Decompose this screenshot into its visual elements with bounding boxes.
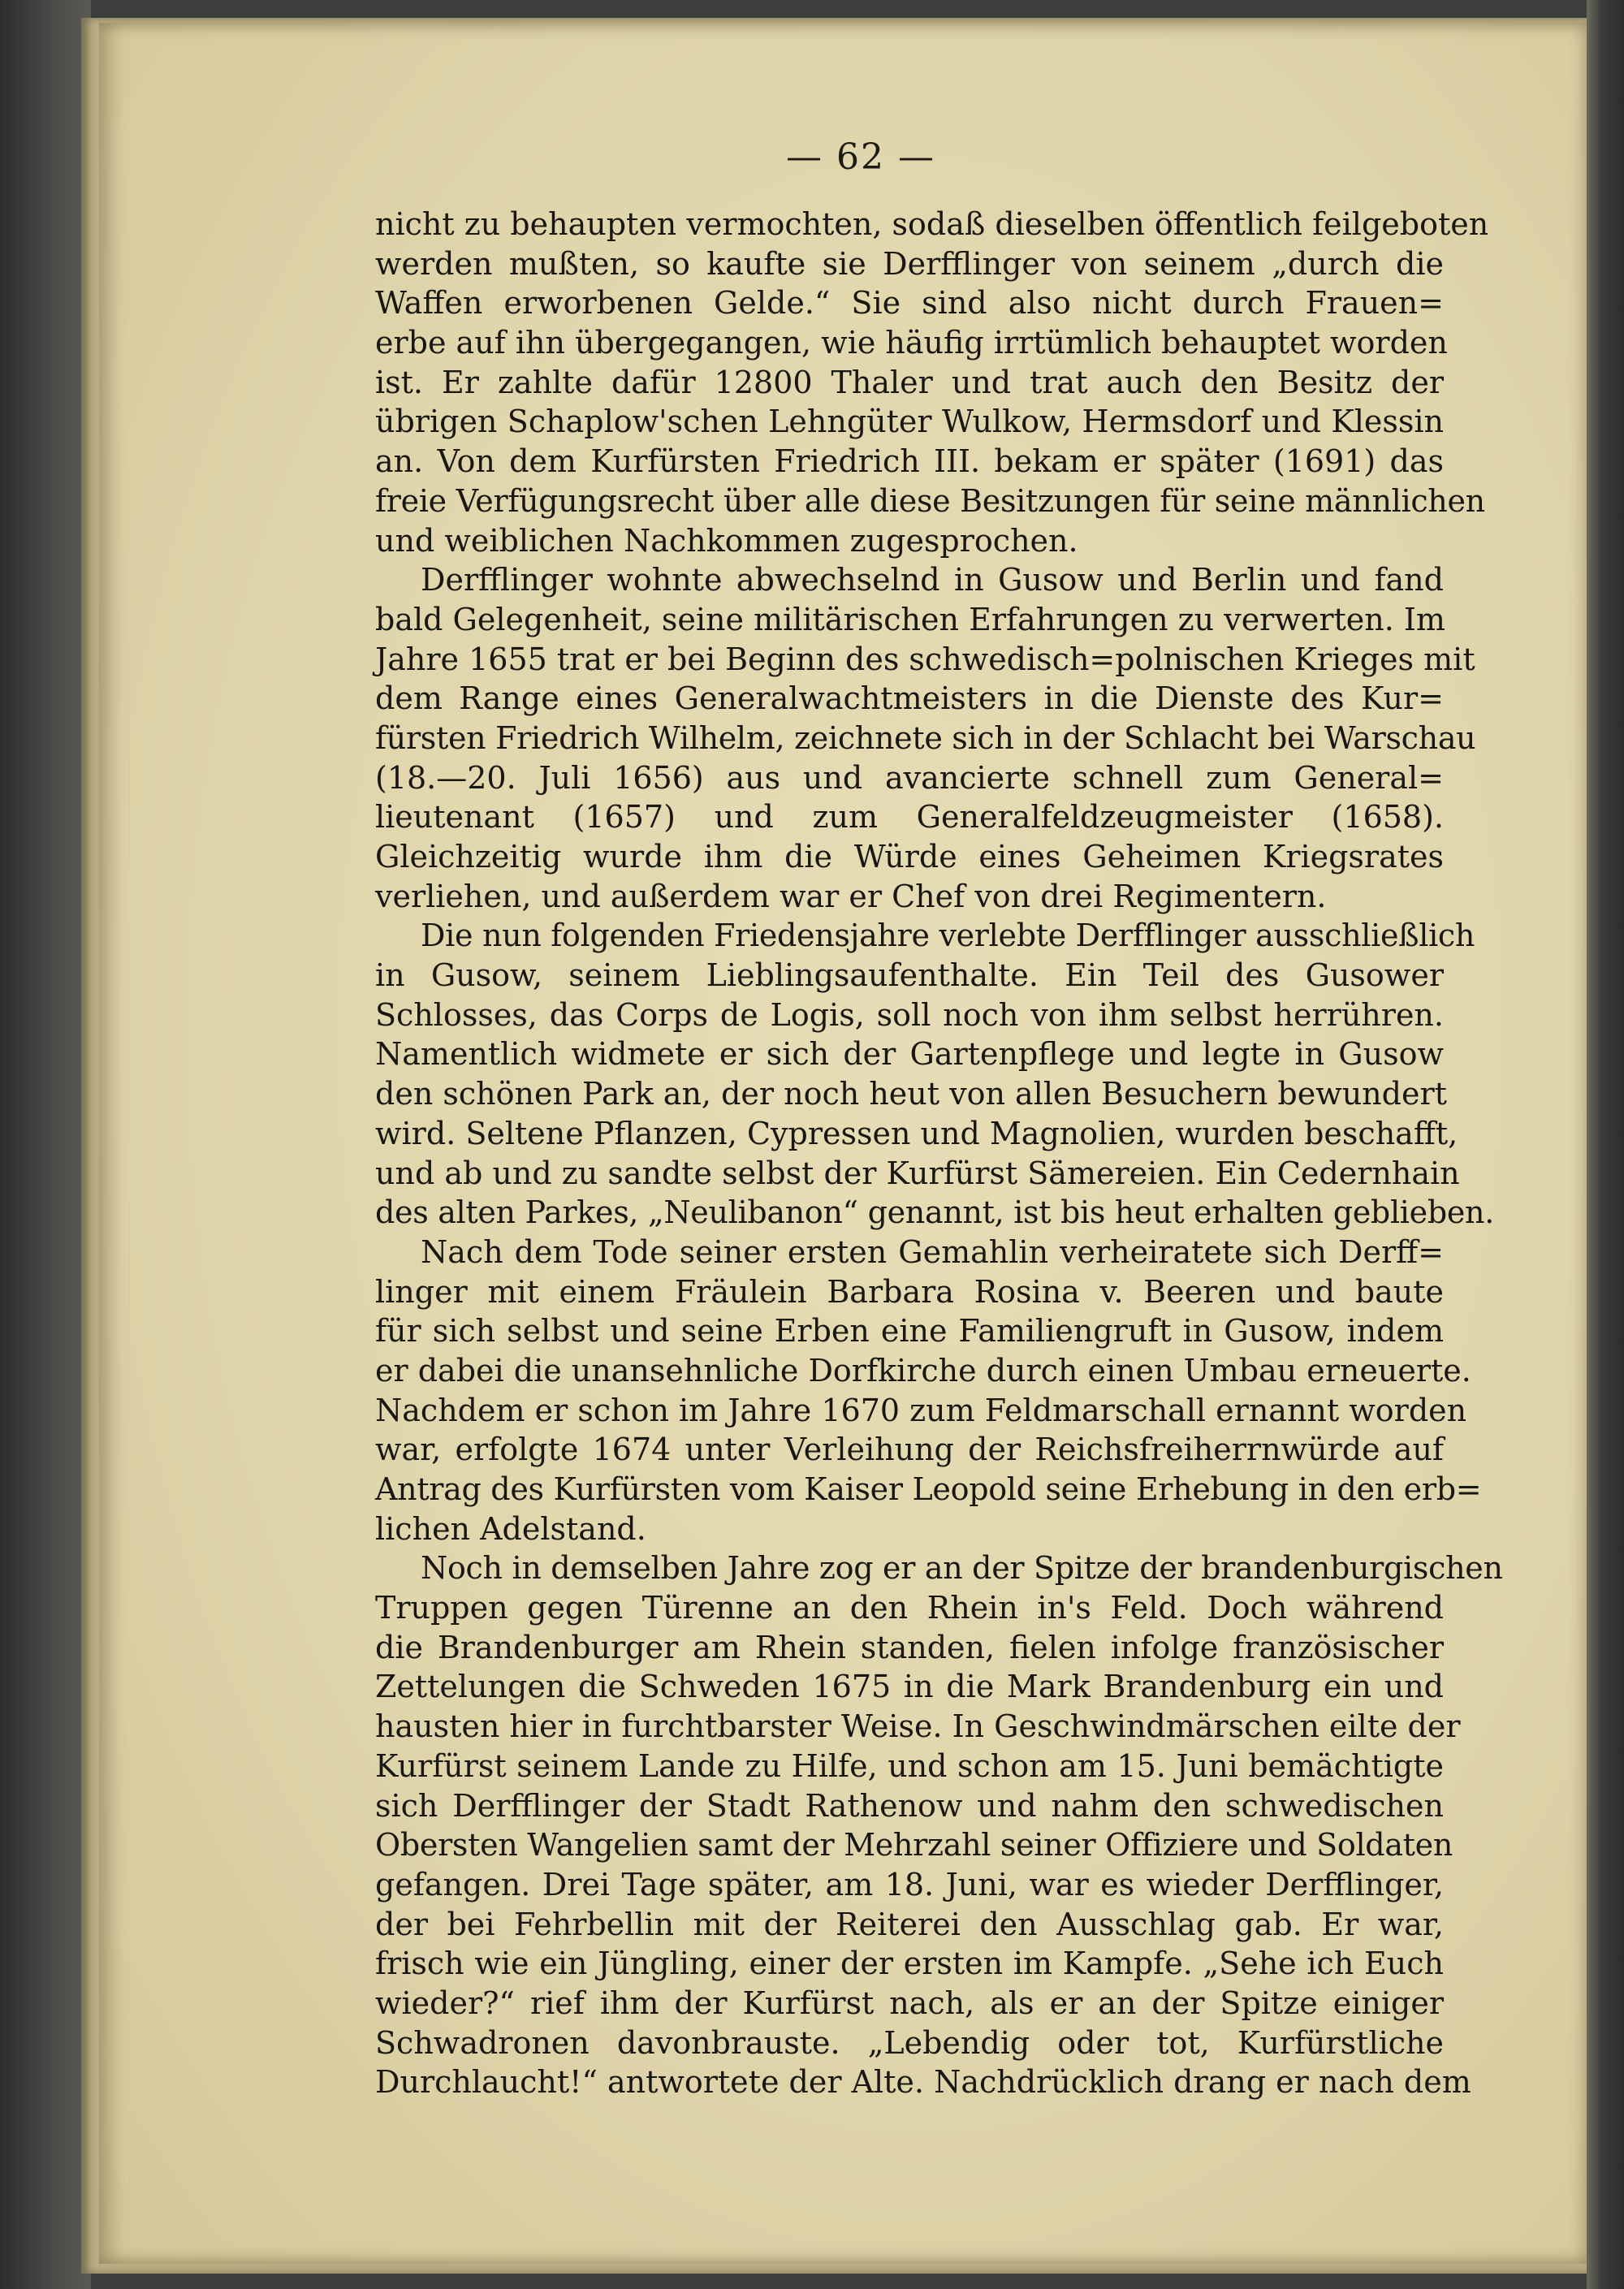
- text-line: und weiblichen Nachkommen zugesprochen.: [375, 522, 1078, 559]
- paragraph-start: Die nun folgenden Friedensjahre verlebte Derfflinger ausschließlich: [421, 918, 1475, 954]
- text-line: freie Verfügungsrecht über alle diese Besitzungen für seine männlichen: [375, 482, 1485, 519]
- paragraph-start: Derfflinger wohnte abwechselnd in Gusow und Berlin und fand: [421, 562, 1444, 598]
- text-line: lieutenant (1657) und zum Generalfeldzeugmeister (1658).: [375, 799, 1444, 836]
- text-line: dem Range eines Generalwachtmeisters in die Dienste des Kur=: [375, 680, 1444, 717]
- text-line: Truppen gegen Türenne an den Rhein in's Feld. Doch während: [375, 1590, 1444, 1626]
- text-line: und ab und zu sandte selbst der Kurfürst Sämereien. Ein Cedernhain: [375, 1155, 1460, 1191]
- text-line: (18.—20. Juli 1656) aus und avancierte schnell zum General=: [375, 759, 1444, 796]
- text-line: Durchlaucht!“ antwortete der Alte. Nachdrücklich drang er nach dem: [375, 2064, 1471, 2101]
- book-spine-edge: [1587, 0, 1624, 2289]
- text-line: werden mußten, so kaufte sie Derfflinger von seinem „durch die: [375, 245, 1444, 282]
- text-line: Schlosses, das Corps de Logis, soll noch von ihm selbst herrühren.: [375, 996, 1444, 1033]
- text-line: Obersten Wangelien samt der Mehrzahl seiner Offiziere und Soldaten: [375, 1827, 1453, 1864]
- text-line: der bei Fehrbellin mit der Reiterei den Ausschlag gab. Er war,: [375, 1906, 1444, 1942]
- text-line: Gleichzeitig wurde ihm die Würde eines Geheimen Kriegsrates: [375, 839, 1444, 875]
- text-line: gefangen. Drei Tage später, am 18. Juni, war es wieder Derfflinger,: [375, 1866, 1444, 1902]
- text-line: war, erfolgte 1674 unter Verleihung der Reichsfreiherrnwürde auf: [375, 1432, 1444, 1468]
- text-line: in Gusow, seinem Lieblingsaufenthalte. Ein Teil des Gusower: [375, 957, 1444, 994]
- text-line: lichen Adelstand.: [375, 1510, 646, 1547]
- text-line: an. Von dem Kurfürsten Friedrich III. bekam er später (1691) das: [375, 443, 1444, 480]
- text-line: hausten hier in furchtbarster Weise. In Geschwindmärschen eilte der: [375, 1708, 1461, 1745]
- text-line: wieder?“ rief ihm der Kurfürst nach, als er an der Spitze einiger: [375, 1985, 1444, 2021]
- text-line: Waffen erworbenen Gelde.“ Sie sind also nicht durch Frauen=: [375, 285, 1444, 322]
- paragraph-start: Noch in demselben Jahre zog er an der Spitze der brandenburgischen: [421, 1550, 1503, 1587]
- text-line: für sich selbst und seine Erben eine Familiengruft in Gusow, indem: [375, 1313, 1444, 1350]
- text-line: bald Gelegenheit, seine militärischen Erfahrungen zu verwerten. Im: [375, 601, 1445, 637]
- text-line: verliehen, und außerdem war er Chef von drei Regimentern.: [375, 878, 1327, 914]
- page-number: — 62 —: [786, 136, 935, 178]
- text-line: Nachdem er schon im Jahre 1670 zum Feldmarschall ernannt worden: [375, 1392, 1467, 1428]
- text-line: des alten Parkes, „Neulibanon“ genannt, ist bis heut erhalten geblieben.: [375, 1194, 1494, 1231]
- text-line: übrigen Schaplow'schen Lehngüter Wulkow, Hermsdorf und Klessin: [375, 404, 1444, 440]
- text-line: erbe auf ihn übergegangen, wie häufig irrtümlich behauptet worden: [375, 325, 1448, 361]
- book-cover-edge: [0, 0, 91, 2289]
- text-line: er dabei die unansehnliche Dorfkirche durch einen Umbau erneuerte.: [375, 1352, 1471, 1389]
- text-line: Kurfürst seinem Lande zu Hilfe, und schon am 15. Juni bemächtigte: [375, 1747, 1444, 1784]
- text-line: den schönen Park an, der noch heut von allen Besuchern bewundert: [375, 1076, 1447, 1112]
- text-line: ist. Er zahlte dafür 12800 Thaler und trat auch den Besitz der: [375, 364, 1444, 400]
- text-line: Jahre 1655 trat er bei Beginn des schwedisch=polnischen Krieges mit: [375, 641, 1475, 677]
- text-line: Zettelungen die Schweden 1675 in die Mark Brandenburg ein und: [375, 1669, 1444, 1705]
- text-line: Antrag des Kurfürsten vom Kaiser Leopold seine Erhebung in den erb=: [375, 1471, 1482, 1507]
- text-line: sich Derfflinger der Stadt Rathenow und nahm den schwedischen: [375, 1787, 1444, 1824]
- text-line: linger mit einem Fräulein Barbara Rosina v. Beeren und baute: [375, 1273, 1444, 1310]
- body-text: [375, 205, 1503, 2102]
- text-line: die Brandenburger am Rhein standen, fielen infolge französischer: [375, 1629, 1444, 1665]
- text-line: fürsten Friedrich Wilhelm, zeichnete sich in der Schlacht bei Warschau: [375, 719, 1476, 756]
- text-line: Namentlich widmete er sich der Gartenpflege und legte in Gusow: [375, 1036, 1444, 1073]
- text-line: nicht zu behaupten vermochten, sodaß dieselben öffentlich feilgeboten: [375, 206, 1489, 242]
- paragraph-start: Nach dem Tode seiner ersten Gemahlin verheiratete sich Derff=: [421, 1233, 1444, 1270]
- text-line: frisch wie ein Jüngling, einer der ersten im Kampfe. „Sehe ich Euch: [375, 1946, 1444, 1982]
- text-line: wird. Seltene Pflanzen, Cypressen und Magnolien, wurden beschafft,: [375, 1115, 1458, 1151]
- text-line: Schwadronen davonbrauste. „Lebendig oder tot, Kurfürstliche: [375, 2024, 1444, 2061]
